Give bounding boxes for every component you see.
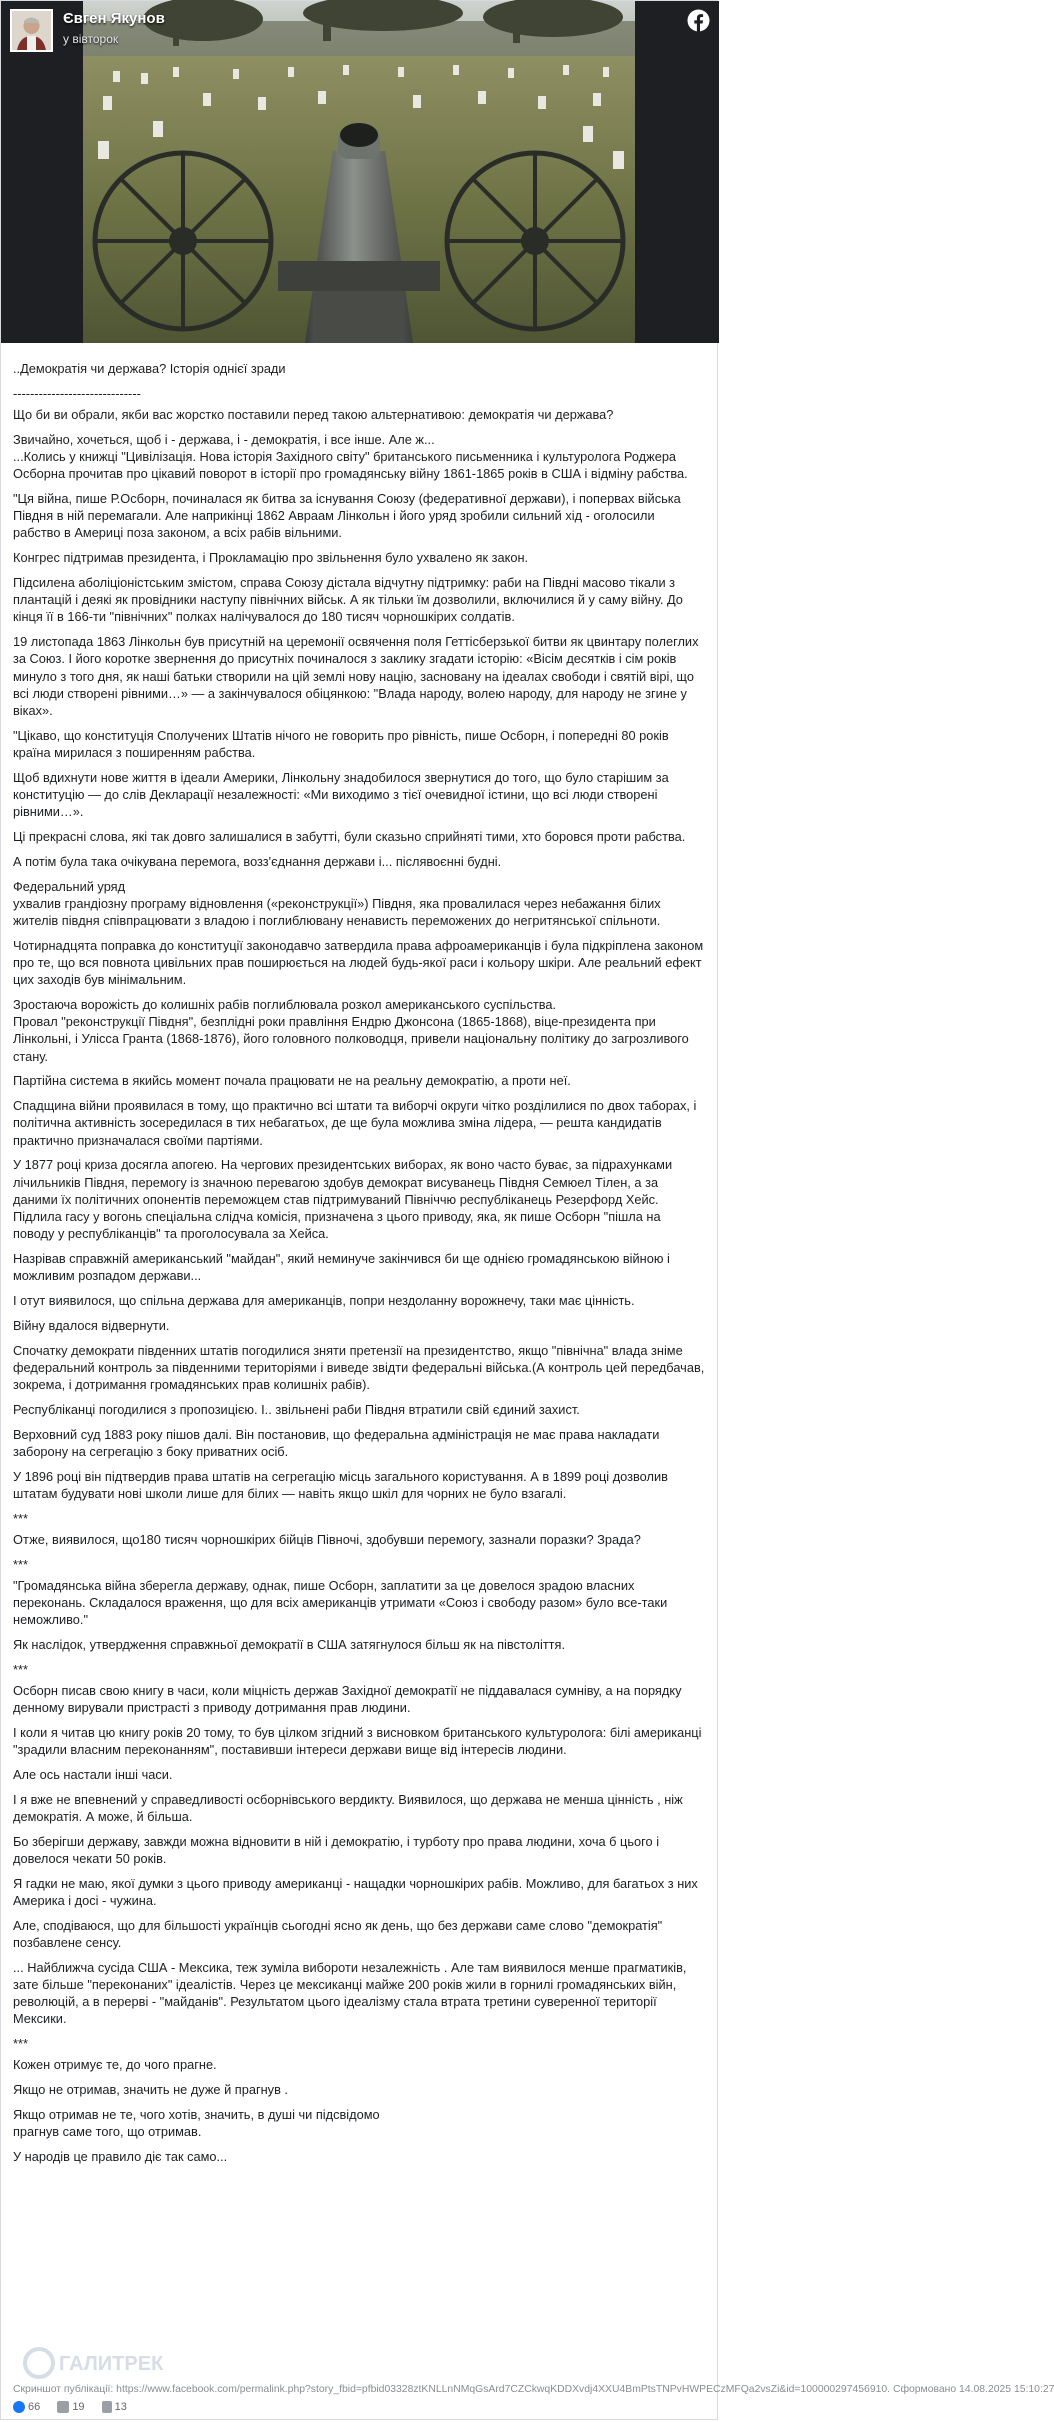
- post-paragraph: У народів це правило діє так само...: [13, 2149, 228, 2165]
- facebook-logo-icon: [687, 9, 710, 32]
- post-paragraph: Але, сподіваюся, що для більшості українців сьогодні ясно як день, що без держави саме слово "демократія" позбавлене сенсу.: [13, 1917, 663, 1951]
- post-paragraph: Бо зберігши державу, завжди можна відновити в ній і демократію, і турботу про права людини, хоча б цього і довелося чекати 50 років.: [13, 1833, 660, 1867]
- post-paragraph: Як наслідок, утвердження справжньої демократії в США затягнулося більш як на півстоліття.: [13, 1637, 566, 1653]
- reactions-count: 66: [28, 2401, 41, 2414]
- post-paragraph: Федеральний уряд ухвалив грандіозну програму відновлення («реконструкції») Півдня, яка провалилася через небажання білих жителів півдня співпрацювати з владою і поглиблювану ненависть переможених до негритянської спільноти.: [13, 878, 661, 929]
- shares-count: 13: [114, 2401, 127, 2414]
- post-paragraph: ***: [13, 1556, 28, 1572]
- post-paragraph: І я вже не впевнений у справедливості осборнівського вердикту. Виявилося, що держава не менша цінність , ніж демократія. А може, й більша.: [13, 1791, 683, 1825]
- post-paragraph: Осборн писав свою книгу в часи, коли міцність держав Західної демократії не піддавалася сумніву, а на порядку денному вирували пристрасті з приводу дотримання прав людини.: [13, 1683, 682, 1716]
- screenshot-source-line: Скриншот публікації: https://www.facebook.com/permalink.php?story_fbid=pfbid03328ztKNLLnNMqGsArd7CZCkwqKDDXvdj4XXU4BmPtsTNPvHWPECzMFQa2vsZi&id=100000297456910. Сформовано 14.08.2025 15:10:27: [13, 2384, 1054, 2395]
- post-paragraph: ------------------------------: [13, 385, 141, 401]
- post-paragraph: Республіканці погодилися з пропозицією. І.. звільнені раби Півдня втратили свій єдиний захист.: [13, 1401, 580, 1417]
- post-paragraph: Чотирнадцята поправка до конституції законодавчо затвердила права афроамериканців і була підкріплена законом про те, що вся повнота цивільних прав поширюється на людей будь-якої раси і кольору шкіри. Але реальний ефект цих заходів був мінімальним.: [13, 937, 704, 988]
- post-paragraph: Звичайно, хочеться, щоб і - держава, і - демократія, і все інше. Але ж... ...Колись у книжці "Цивілізація. Нова історія Західного світу" британського письменника і культуролога Роджера Осборна прочитав про цікавий поворот в історії про громадянську війну 1861-1865 років в США і відміну рабства.: [13, 431, 688, 482]
- shares-count-group[interactable]: [102, 2398, 127, 2416]
- post-paragraph: ... Найближча сусіда США - Мексика, теж зуміла вибороти незалежність . Але там виявилося менше прагматиків, зате більше "переконаних" ідеалістів. Через це мексиканці майже 200 років жили в горнилі громадянських війн, революцій, а в перерві - "майданів". Результатом цього ідеалізму стала втрата третини суверенної території Мексики.: [13, 1959, 687, 2027]
- post-paragraph: Спочатку демократи південних штатів погодилися зняти претензії на президентство, якщо "північна" влада зніме федеральний контроль за південними територіями і виведе звідти федеральні війська.(А контроль цей передбачав, зокрема, і дотримання громадянських прав колишніх рабів).: [13, 1342, 705, 1393]
- share-icon: [102, 2401, 112, 2413]
- post-paragraph: Щоб вдихнути нове життя в ідеали Америки, Лінкольну знадобилося звернутися до того, що було старішим за конституцію — до слів Декларації незалежності: «Ми виходимо з тієї очевидної істини, що всі люди створені рівними…».: [13, 769, 669, 820]
- post-image[interactable]: [1, 1, 719, 343]
- author-name[interactable]: Євген Якунов: [63, 10, 165, 27]
- post-paragraph: Що би ви обрали, якби вас жорстко поставили перед такою альтернативою: демократія чи держава?: [13, 407, 614, 422]
- post-paragraph: У 1896 році він підтвердив права штатів на сегрегацію місць загального користування. А в 1899 році дозволив штатам будувати нові школи лише для білих — навіть якщо шкіл для чорних не було взагалі.: [13, 1468, 668, 1501]
- post-paragraph: Ці прекрасні слова, які так довго залишалися в забутті, були сказьно сприйняті тими, хто боровся проти рабства.: [13, 829, 686, 845]
- post-paragraph: ***: [13, 2036, 28, 2052]
- post-text: [13, 360, 705, 2173]
- svg-text:ГАЛИТРЕК: ГАЛИТРЕК: [59, 2353, 164, 2375]
- post-paragraph: ***: [13, 1510, 28, 1526]
- post-paragraph: Я гадки не маю, якої думки з цього приводу американці - нащадки чорношкірих рабів. Можливо, для багатьох з них Америка і досі - чужина.: [13, 1875, 698, 1909]
- post-paragraph: Якщо не отримав, значить не дуже й прагнув .: [13, 2082, 288, 2098]
- like-reaction-icon: [13, 2401, 25, 2413]
- post-timestamp[interactable]: у вівторок: [63, 32, 119, 46]
- post-paragraph: Війну вдалося відвернути.: [13, 1317, 170, 1333]
- post-paragraph: У 1877 році криза досягла апогею. На чергових президентських виборах, як воно часто буває, за підрахунками лічильників Півдня, перемогу із значною перевагою здобув демократ висуванець Півдня Семюел Тілен, а за даними їх політичних опонентів переможцем став підтримуваний Північчю республіканець Резерфорд Хейс. Підлила гасу у вогонь спеціальна слідча комісія, призначена з цього приводу, яка, як пише Осборн "пішла на поводу у республіканців" та проголосувала за Хейса.: [13, 1157, 673, 1242]
- reactions-count-group[interactable]: [13, 2398, 40, 2416]
- reaction-bar: [13, 2398, 313, 2416]
- post-paragraph: ..Демократія чи держава? Історія однієї зради: [13, 361, 286, 376]
- cannon-cemetery-photo: [83, 1, 635, 343]
- comments-count: 19: [72, 2401, 85, 2414]
- post-paragraph: ***: [13, 1661, 28, 1677]
- post-paragraph: Якщо отримав не те, чого хотів, значить, в душі чи підсвідомо прагнув саме того, що отримав.: [13, 2107, 380, 2140]
- post-paragraph: Назрівав справжній американський "майдан", який неминуче закінчився би ще однією громадянською війною і можливим розпадом держави...: [13, 1251, 670, 1284]
- post-paragraph: А потім була така очікувана перемога, возз'єднання держави і... післявоєнні будні.: [13, 853, 502, 869]
- post-paragraph: "Громадянська війна зберегла державу, однак, пише Осборн, заплатити за це довелося зрадою власних переконань. Складалося враження, що для всіх американців утримати «Союз і свободу разом» було все-таки неможливо.": [13, 1577, 668, 1628]
- post-paragraph: Верховний суд 1883 року пішов далі. Він постановив, що федеральна адміністрація не має права накладати заборону на сегрегацію з боку приватних осіб.: [13, 1426, 660, 1459]
- post-paragraph: І отут виявилося, що спільна держава для американців, попри нездоланну ворожнечу, таки має цінність.: [13, 1293, 635, 1309]
- post-paragraph: 19 листопада 1863 Лінкольн був присутній на церемонії освячення поля Геттісберзької битви як цвинтару полеглих за Союз. І його коротке звернення до присутніх починалося з заклику згадати історію: «Вісім десятків і сім років минуло з того дня, як наші батьки створили на цій землі нову націю, засновану на ідеалах свободи і святій вірі, що всі люди створені рівними…» — а закінчувалося обіцянкою: "Влада народу, волею народу, для народу не згине у віках».: [13, 634, 699, 719]
- author-avatar[interactable]: [10, 9, 53, 52]
- galytrek-watermark-logo: [21, 2343, 171, 2383]
- post-paragraph: "Цікаво, що конституція Сполучених Штатів нічого не говорить про рівність, пише Осборн, і попередні 80 років країна мирилася з поширенням рабства.: [13, 727, 669, 761]
- post-paragraph: Конгрес підтримав президента, і Прокламацію про звільнення було ухвалено як закон.: [13, 550, 529, 566]
- post-paragraph: Отже, виявилося, що180 тисяч чорношкірих бійців Півночі, здобувши перемогу, зазнали поразки? Зрада?: [13, 1531, 641, 1547]
- post-paragraph: Зростаюча ворожість до колишніх рабів поглиблювала розкол американського суспільства. Провал "реконструкції Півдня", безплідні роки правління Ендрю Джонсона (1865-1868), віце-президента при Лінкольні, і Улісса Гранта (1868-1876), його головного полководця, привели національну політику до загрозливого стану.: [13, 997, 689, 1064]
- post-paragraph: Кожен отримує те, до чого прагне.: [13, 2057, 217, 2073]
- post-paragraph: Партійна система в якийсь момент почала працювати не на реальну демократію, а проти неї.: [13, 1073, 571, 1089]
- comments-count-group[interactable]: [57, 2398, 84, 2416]
- post-paragraph: І коли я читав цю книгу років 20 тому, то був цілком згідний з висновком британського культуролога: білі американці "зрадили власним переконанням", поставивши інтереси держави вище від інтересів людини.: [13, 1725, 702, 1758]
- comment-icon: [57, 2401, 69, 2413]
- post-paragraph: Підсилена аболіціоністським змістом, справа Союзу дістала відчутну підтримку: раби на Півдні масово тікали з плантацій і деякі як провідники наступу північних військ. А як тільки їм дозволили, включилися й у саму війну. До кінця її в 166-ти "північних" полках налічувалося до 180 тисяч чорношкірих солдатів.: [13, 575, 683, 625]
- post-paragraph: Але ось настали інші часи.: [13, 1767, 173, 1783]
- post-paragraph: Спадщина війни проявилася в тому, що практично всі штати та виборчі округи чітко розділилися по двох таборах, і політична активність зосередилася в тих небагатьох, де ще була можлива зміна лідера, — решта кандидатів практично призначалася своїми партіями.: [13, 1098, 697, 1148]
- post-paragraph: "Ця війна, пише Р.Осборн, починалася як битва за існування Союзу (федеративної держави), і поперваx війська Півдня в ній перемагали. Але наприкінці 1862 Авраам Лінкольн і його уряд зробили сильний хід - оголосили рабство в Америці поза законом, а всіх рабів вільними.: [13, 491, 681, 541]
